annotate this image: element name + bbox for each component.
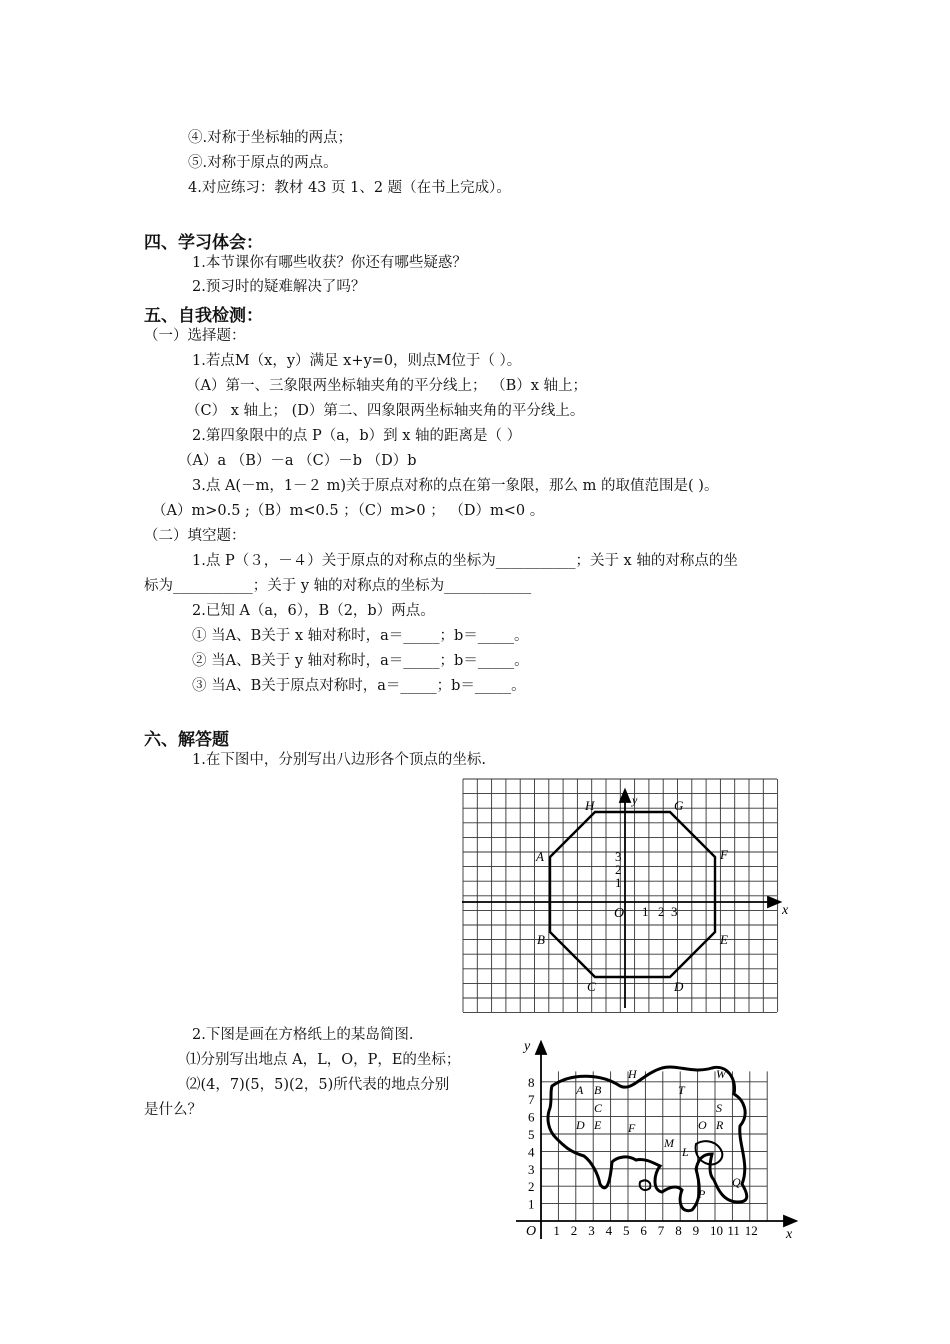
choice-q3-options: （A）m>0.5 ;（B）m<0.5 ；（C）m>0 ； （D）m<0 。 — [152, 503, 545, 519]
octagon-x-tick-2: 2 — [658, 904, 665, 919]
choice-q3: 3.点 A(－m，1－２ m)关于原点对称的点在第一象限，那么 m 的取值范围是( )。 — [192, 478, 719, 494]
y-axis-arrow — [620, 790, 630, 802]
island-x-tick-9: 9 — [692, 1223, 700, 1238]
reflection-q1: 1.本节课你有哪些收获？你还有哪些疑惑？ — [192, 255, 467, 271]
octagon-y-tick-1: 1 — [615, 875, 622, 890]
answer-q1: 1.在下图中，分别写出八边形各个顶点的坐标. — [192, 752, 486, 768]
answer-q2: 2.下图是画在方格纸上的某岛简图. — [192, 1027, 414, 1043]
fill-q2-sub3: ③ 当A、B关于原点对称时，a＝_____；b＝_____。 — [192, 678, 526, 694]
octagon-x-label: x — [782, 903, 789, 918]
island-y-ticks — [528, 1075, 535, 1212]
island-y-axis-arrow — [536, 1042, 546, 1054]
section-4-heading: 四、学习体会： — [144, 233, 263, 253]
island-origin: O — [526, 1224, 537, 1239]
island-place-L: L — [682, 1145, 689, 1159]
island-y-tick-6: 6 — [528, 1109, 535, 1125]
island-x-tick-12: 12 — [744, 1223, 758, 1238]
octagon-vertex-C: C — [587, 979, 596, 994]
answer-q2-part1: ⑴分别写出地点 A，L，O，P，E的坐标； — [186, 1052, 461, 1068]
octagon-figure — [462, 778, 794, 1014]
island-place-O: O — [698, 1118, 707, 1132]
x-axis-arrow — [768, 897, 780, 907]
island-place-Q: Q — [732, 1175, 741, 1189]
island-place-P: P — [698, 1187, 706, 1201]
island-x-tick-3: 3 — [588, 1223, 595, 1238]
fill-q2: 2.已知 A（a，6），B（2，b）两点。 — [192, 603, 435, 619]
octagon-y-label: y — [632, 793, 638, 807]
island-x-tick-6: 6 — [640, 1223, 647, 1238]
island-x-tick-10: 10 — [710, 1223, 723, 1238]
island-x-ticks — [553, 1223, 757, 1238]
choice-q1: 1.若点M（x，y）满足 x+y=0，则点M位于（ ）。 — [192, 353, 522, 369]
island-y-tick-3: 3 — [528, 1161, 535, 1177]
island-x-tick-5: 5 — [623, 1223, 630, 1238]
octagon-vertex-B: B — [537, 932, 545, 947]
island-place-H: H — [628, 1067, 637, 1081]
part2-title: （二）填空题： — [144, 528, 246, 544]
fill-q1-line1: 1.点 P（３，－４）关于原点的对称点的坐标为___________；关于 x 轴的对称点的坐 — [192, 553, 738, 569]
item-4: ④.对称于坐标轴的两点； — [188, 130, 353, 146]
island-y-tick-4: 4 — [528, 1144, 535, 1160]
section-6-heading: 六、解答题 — [144, 730, 229, 750]
choice-q2-options: （A）a （B）－a （C）－b （D）b — [178, 453, 417, 469]
item-5: ⑤.对称于原点的两点。 — [188, 155, 338, 171]
part1-title: （一）选择题： — [144, 328, 246, 344]
choice-q1-options-1: （A）第一、三象限两坐标轴夹角的平分线上； （B）x 轴上； — [186, 378, 588, 394]
island-y-label: y — [524, 1039, 531, 1054]
island-y-tick-1: 1 — [528, 1196, 535, 1212]
octagon-y-tick-2: 2 — [615, 862, 622, 877]
octagon-x-tick-3: 3 — [671, 904, 678, 919]
fill-q2-sub1: ① 当A、B关于 x 轴对称时，a＝_____；b＝_____。 — [192, 628, 529, 644]
island-x-label: x — [786, 1227, 793, 1242]
octagon-vertex-F: F — [720, 847, 728, 862]
answer-q2-part3: 是什么？ — [144, 1102, 202, 1118]
island-place-M: M — [664, 1136, 674, 1150]
island-x-tick-7: 7 — [657, 1223, 665, 1238]
reflection-q2: 2.预习时的疑难解决了吗？ — [192, 279, 366, 295]
octagon-vertex-A: A — [536, 849, 544, 864]
item-6: 4.对应练习：教材 43 页 1、2 题（在书上完成）。 — [188, 180, 511, 196]
octagon-x-tick-1: 1 — [642, 904, 649, 919]
choice-q1-options-2: （C） x 轴上； (D）第二、四象限两坐标轴夹角的平分线上。 — [186, 403, 585, 419]
octagon-shape — [550, 812, 715, 977]
island-place-R: R — [716, 1118, 724, 1132]
island-x-axis-arrow — [784, 1216, 796, 1226]
octagon-vertex-D: D — [674, 979, 684, 994]
island-y-tick-8: 8 — [528, 1074, 535, 1090]
fill-q1-line2: 标为___________；关于 y 轴的对称点的坐标为____________ — [144, 578, 532, 594]
island-place-A: A — [576, 1083, 584, 1097]
island-place-E: E — [594, 1118, 602, 1132]
island-place-S: S — [716, 1101, 722, 1115]
island-x-tick-1: 1 — [553, 1223, 560, 1238]
island-place-F: F — [628, 1121, 636, 1135]
octagon-y-tick-3: 3 — [615, 849, 622, 864]
island-x-tick-8: 8 — [675, 1223, 682, 1238]
island-x-tick-4: 4 — [605, 1223, 613, 1238]
choice-q2: 2.第四象限中的点 P（a，b）到 x 轴的距离是（ ） — [192, 428, 522, 444]
island-place-T: T — [678, 1083, 685, 1097]
island-figure — [512, 1034, 802, 1244]
octagon-origin: O — [614, 906, 625, 921]
island-place-C: C — [594, 1101, 603, 1115]
island-y-tick-7: 7 — [528, 1092, 535, 1108]
island-y-tick-5: 5 — [528, 1127, 535, 1142]
island-place-D: D — [576, 1118, 585, 1132]
island-x-tick-2: 2 — [570, 1223, 578, 1238]
island-place-B: B — [594, 1083, 602, 1097]
island-place-W: W — [716, 1067, 726, 1081]
octagon-vertex-G: G — [674, 798, 684, 813]
octagon-vertex-E: E — [720, 932, 728, 947]
fill-q2-sub2: ② 当A、B关于 y 轴对称时，a＝_____；b＝_____。 — [192, 653, 529, 669]
island-y-tick-2: 2 — [528, 1179, 535, 1195]
island-x-tick-11: 11 — [727, 1223, 740, 1238]
section-5-heading: 五、自我检测： — [144, 306, 263, 326]
answer-q2-part2: ⑵(4，7)(5，5)(2，5)所代表的地点分别 — [186, 1077, 450, 1093]
octagon-vertex-H: H — [585, 798, 595, 813]
